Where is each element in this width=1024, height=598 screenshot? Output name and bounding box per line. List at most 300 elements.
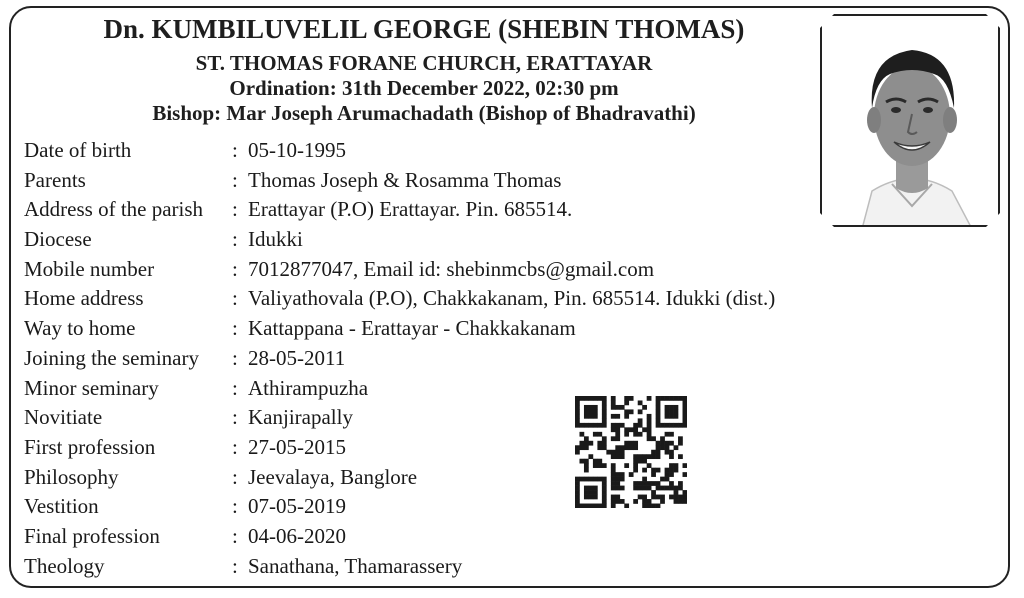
detail-value: Sanathana, Thamarassery — [248, 553, 463, 578]
detail-value: Jeevalaya, Banglore — [248, 464, 418, 489]
qr-module — [665, 445, 670, 450]
qr-module — [683, 463, 687, 468]
detail-label: Final profession — [24, 523, 160, 548]
qr-module — [588, 405, 593, 410]
qr-module — [669, 463, 674, 468]
qr-module — [593, 423, 598, 428]
detail-label: Joining the seminary — [24, 345, 199, 370]
detail-value: 04-06-2020 — [248, 523, 346, 548]
qr-module — [638, 454, 643, 459]
qr-module — [593, 504, 598, 508]
qr-module — [674, 490, 679, 495]
qr-module — [660, 495, 665, 500]
qr-module — [638, 400, 643, 405]
qr-module — [656, 481, 661, 486]
qr-module — [629, 396, 634, 401]
qr-module — [665, 396, 670, 401]
detail-label: Minor seminary — [24, 375, 159, 400]
qr-module — [615, 450, 620, 455]
qr-module — [669, 450, 674, 455]
qr-module — [647, 396, 652, 401]
qr-module — [588, 409, 593, 414]
qr-module — [615, 495, 620, 500]
qr-module — [647, 504, 652, 508]
qr-module — [669, 432, 674, 437]
detail-value: Kanjirapally — [248, 405, 353, 430]
qr-module — [669, 396, 674, 401]
qr-module — [633, 459, 638, 464]
qr-module — [683, 499, 687, 504]
qr-module — [615, 445, 620, 450]
qr-module — [588, 441, 593, 446]
qr-module — [584, 504, 589, 508]
qr-code-icon — [575, 396, 687, 508]
detail-separator: : — [232, 375, 238, 400]
qr-module — [674, 495, 679, 500]
qr-module — [624, 427, 629, 432]
detail-label: Address of the parish — [24, 197, 204, 222]
qr-module — [602, 477, 607, 482]
qr-module — [602, 405, 607, 410]
qr-module — [651, 468, 656, 473]
qr-module — [584, 396, 589, 401]
qr-module — [651, 472, 656, 477]
qr-module — [633, 441, 638, 446]
qr-module — [638, 418, 643, 423]
qr-module — [597, 445, 602, 450]
qr-module — [656, 441, 661, 446]
qr-module — [660, 396, 665, 401]
qr-module — [683, 490, 687, 495]
qr-module — [647, 423, 652, 428]
qr-module — [575, 504, 580, 508]
qr-module — [593, 414, 598, 419]
qr-module — [597, 423, 602, 428]
qr-module — [611, 436, 616, 441]
qr-module — [620, 477, 625, 482]
qr-module — [602, 414, 607, 419]
qr-module — [651, 450, 656, 455]
detail-value: Idukki — [248, 227, 303, 252]
qr-module — [593, 409, 598, 414]
qr-code-graphic — [575, 396, 687, 508]
qr-module — [678, 486, 683, 491]
qr-module — [602, 396, 607, 401]
qr-module — [674, 409, 679, 414]
qr-module — [588, 396, 593, 401]
qr-module — [602, 418, 607, 423]
qr-module — [588, 495, 593, 500]
detail-value: 27-05-2015 — [248, 434, 346, 459]
qr-module — [647, 432, 652, 437]
qr-module — [615, 405, 620, 410]
qr-module — [642, 454, 647, 459]
qr-module — [602, 436, 607, 441]
qr-module — [651, 504, 656, 508]
qr-module — [638, 481, 643, 486]
ordination-info: Ordination: 31th December 2022, 02:30 pm — [229, 76, 619, 100]
qr-module — [633, 468, 638, 473]
qr-module — [602, 486, 607, 491]
qr-module — [633, 432, 638, 437]
detail-separator: : — [232, 316, 238, 341]
qr-module — [588, 490, 593, 495]
qr-module — [584, 423, 589, 428]
qr-module — [647, 499, 652, 504]
qr-module — [656, 504, 661, 508]
qr-module — [665, 472, 670, 477]
qr-module — [629, 409, 634, 414]
qr-module — [656, 423, 661, 428]
qr-module — [575, 499, 580, 504]
qr-module — [660, 445, 665, 450]
qr-module — [615, 454, 620, 459]
qr-module — [624, 441, 629, 446]
detail-value: 07-05-2019 — [248, 494, 346, 519]
detail-value: 7012877047, Email id: shebinmcbs@gmail.com — [248, 256, 655, 281]
qr-module — [602, 445, 607, 450]
qr-module — [660, 436, 665, 441]
qr-module — [638, 486, 643, 491]
qr-module — [683, 472, 687, 477]
qr-module — [602, 495, 607, 500]
qr-module — [678, 481, 683, 486]
detail-label: Philosophy — [24, 464, 119, 489]
qr-module — [579, 445, 584, 450]
qr-module — [633, 481, 638, 486]
detail-value: Athirampuzha — [248, 375, 369, 400]
qr-module — [620, 486, 625, 491]
qr-module — [584, 405, 589, 410]
qr-module — [584, 409, 589, 414]
qr-module — [669, 481, 674, 486]
qr-module — [678, 436, 683, 441]
qr-module — [638, 495, 643, 500]
qr-module — [620, 472, 625, 477]
qr-module — [588, 454, 593, 459]
detail-separator: : — [232, 227, 238, 252]
qr-module — [642, 504, 647, 508]
detail-separator: : — [232, 434, 238, 459]
detail-separator: : — [232, 286, 238, 311]
qr-module — [638, 459, 643, 464]
detail-label: Date of birth — [24, 138, 132, 162]
detail-separator: : — [232, 405, 238, 430]
detail-value: 05-10-1995 — [248, 138, 346, 162]
qr-module — [624, 445, 629, 450]
qr-module — [620, 454, 625, 459]
qr-module — [611, 499, 616, 504]
qr-module — [579, 396, 584, 401]
qr-module — [624, 409, 629, 414]
qr-module — [588, 486, 593, 491]
detail-separator: : — [232, 523, 238, 548]
qr-module — [579, 477, 584, 482]
qr-module — [647, 418, 652, 423]
qr-module — [651, 454, 656, 459]
qr-module — [642, 405, 647, 410]
qr-module — [615, 423, 620, 428]
qr-module — [615, 472, 620, 477]
qr-module — [665, 409, 670, 414]
qr-module — [593, 486, 598, 491]
qr-module — [669, 468, 674, 473]
qr-module — [579, 423, 584, 428]
qr-module — [602, 490, 607, 495]
church-name: ST. THOMAS FORANE CHURCH, ERATTAYAR — [195, 51, 653, 75]
qr-module — [602, 499, 607, 504]
qr-module — [669, 472, 674, 477]
qr-module — [615, 481, 620, 486]
qr-module — [674, 468, 679, 473]
qr-module — [647, 463, 652, 468]
qr-module — [642, 477, 647, 482]
qr-module — [660, 499, 665, 504]
qr-module — [593, 490, 598, 495]
qr-module — [656, 418, 661, 423]
qr-module — [611, 427, 616, 432]
qr-module — [669, 423, 674, 428]
qr-module — [674, 405, 679, 410]
qr-module — [669, 409, 674, 414]
detail-value: Thomas Joseph & Rosamma Thomas — [248, 167, 562, 192]
qr-module — [665, 414, 670, 419]
qr-module — [642, 427, 647, 432]
qr-module — [588, 477, 593, 482]
qr-module — [611, 477, 616, 482]
qr-module — [579, 432, 584, 437]
qr-module — [584, 486, 589, 491]
qr-module — [620, 405, 625, 410]
qr-module — [633, 427, 638, 432]
qr-module — [633, 445, 638, 450]
qr-module — [683, 418, 687, 423]
qr-module — [642, 459, 647, 464]
qr-module — [593, 495, 598, 500]
qr-module — [678, 454, 683, 459]
qr-module — [611, 414, 616, 419]
qr-module — [615, 436, 620, 441]
qr-module — [602, 400, 607, 405]
qr-module — [597, 463, 602, 468]
qr-module — [615, 427, 620, 432]
qr-module — [624, 463, 629, 468]
qr-module — [611, 463, 616, 468]
qr-module — [575, 477, 580, 482]
qr-module — [669, 405, 674, 410]
qr-module — [642, 481, 647, 486]
qr-module — [633, 454, 638, 459]
qr-module — [602, 409, 607, 414]
detail-value: Kattappana - Erattayar - Chakkakanam — [248, 316, 576, 341]
detail-label: Home address — [24, 286, 144, 311]
qr-module — [575, 405, 580, 410]
detail-value: Erattayar (P.O) Erattayar. Pin. 685514. — [248, 197, 573, 222]
qr-module — [588, 504, 593, 508]
qr-module — [683, 495, 687, 500]
qr-module — [624, 414, 629, 419]
qr-module — [606, 450, 611, 455]
qr-module — [575, 418, 580, 423]
qr-module — [611, 468, 616, 473]
qr-module — [633, 486, 638, 491]
qr-module — [593, 432, 598, 437]
detail-label: Way to home — [24, 316, 136, 341]
qr-module — [597, 504, 602, 508]
qr-module — [651, 495, 656, 500]
detail-separator: : — [232, 167, 238, 192]
qr-module — [615, 432, 620, 437]
qr-module — [638, 409, 643, 414]
detail-separator: : — [232, 256, 238, 281]
qr-module — [575, 445, 580, 450]
detail-label: Parents — [24, 167, 86, 192]
qr-module — [665, 432, 670, 437]
qr-module — [660, 441, 665, 446]
qr-module — [593, 463, 598, 468]
qr-module — [597, 396, 602, 401]
qr-module — [651, 481, 656, 486]
qr-module — [633, 463, 638, 468]
qr-module — [597, 477, 602, 482]
qr-module — [602, 463, 607, 468]
qr-module — [597, 441, 602, 446]
qr-module — [593, 405, 598, 410]
qr-module — [579, 504, 584, 508]
qr-module — [651, 490, 656, 495]
detail-label: Vestition — [24, 494, 99, 519]
qr-module — [665, 405, 670, 410]
qr-module — [674, 463, 679, 468]
qr-module — [575, 490, 580, 495]
qr-module — [647, 481, 652, 486]
qr-module — [629, 427, 634, 432]
qr-module — [575, 450, 580, 455]
qr-module — [656, 400, 661, 405]
qr-module — [656, 405, 661, 410]
qr-module — [669, 441, 674, 446]
qr-module — [624, 400, 629, 405]
qr-module — [665, 468, 670, 473]
qr-module — [575, 400, 580, 405]
qr-module — [629, 441, 634, 446]
qr-module — [593, 396, 598, 401]
qr-module — [647, 436, 652, 441]
portrait-illustration — [822, 16, 1000, 227]
detail-separator: : — [232, 494, 238, 519]
qr-module — [638, 423, 643, 428]
qr-module — [611, 450, 616, 455]
qr-module — [584, 414, 589, 419]
qr-module — [656, 486, 661, 491]
qr-module — [602, 423, 607, 428]
qr-module — [611, 396, 616, 401]
qr-module — [665, 423, 670, 428]
qr-module — [633, 499, 638, 504]
qr-module — [615, 414, 620, 419]
qr-module — [669, 486, 674, 491]
qr-module — [656, 468, 661, 473]
detail-label: First profession — [24, 434, 156, 459]
qr-module — [669, 495, 674, 500]
qr-module — [588, 414, 593, 419]
qr-module — [674, 499, 679, 504]
qr-module — [660, 486, 665, 491]
qr-module — [620, 499, 625, 504]
qr-module — [584, 459, 589, 464]
qr-module — [669, 454, 674, 459]
qr-module — [665, 486, 670, 491]
qr-module — [665, 477, 670, 482]
qr-module — [624, 504, 629, 508]
qr-module — [611, 454, 616, 459]
qr-module — [647, 486, 652, 491]
qr-module — [584, 490, 589, 495]
qr-module — [629, 445, 634, 450]
qr-module — [575, 414, 580, 419]
qr-module — [656, 495, 661, 500]
detail-value: Valiyathovala (P.O), Chakkakanam, Pin. 685514. Idukki (dist.) — [248, 286, 776, 311]
qr-module — [575, 396, 580, 401]
qr-module — [575, 409, 580, 414]
qr-module — [602, 504, 607, 508]
qr-module — [660, 423, 665, 428]
qr-module — [611, 400, 616, 405]
detail-separator: : — [232, 553, 238, 578]
qr-module — [642, 486, 647, 491]
qr-module — [656, 450, 661, 455]
qr-module — [593, 459, 598, 464]
qr-module — [620, 445, 625, 450]
qr-module — [665, 450, 670, 455]
qr-module — [656, 409, 661, 414]
qr-module — [678, 499, 683, 504]
qr-module — [678, 396, 683, 401]
qr-module — [629, 472, 634, 477]
qr-module — [597, 459, 602, 464]
qr-module — [678, 423, 683, 428]
qr-module — [611, 472, 616, 477]
qr-module — [674, 486, 679, 491]
qr-module — [615, 477, 620, 482]
qr-module — [642, 495, 647, 500]
qr-module — [575, 423, 580, 428]
qr-module — [611, 481, 616, 486]
bishop-info: Bishop: Mar Joseph Arumachadath (Bishop of Bhadravathi) — [152, 101, 696, 125]
qr-module — [660, 477, 665, 482]
qr-module — [575, 486, 580, 491]
qr-module — [633, 423, 638, 428]
qr-module — [674, 445, 679, 450]
qr-module — [584, 495, 589, 500]
detail-separator: : — [232, 464, 238, 489]
qr-module — [683, 423, 687, 428]
qr-module — [575, 495, 580, 500]
qr-module — [651, 436, 656, 441]
qr-module — [683, 409, 687, 414]
qr-module — [611, 486, 616, 491]
qr-module — [611, 405, 616, 410]
qr-module — [602, 441, 607, 446]
qr-module — [615, 499, 620, 504]
qr-module — [579, 441, 584, 446]
detail-separator: : — [232, 197, 238, 222]
detail-label: Mobile number — [24, 256, 155, 281]
qr-module — [647, 454, 652, 459]
qr-module — [683, 414, 687, 419]
qr-module — [674, 396, 679, 401]
qr-module — [593, 477, 598, 482]
